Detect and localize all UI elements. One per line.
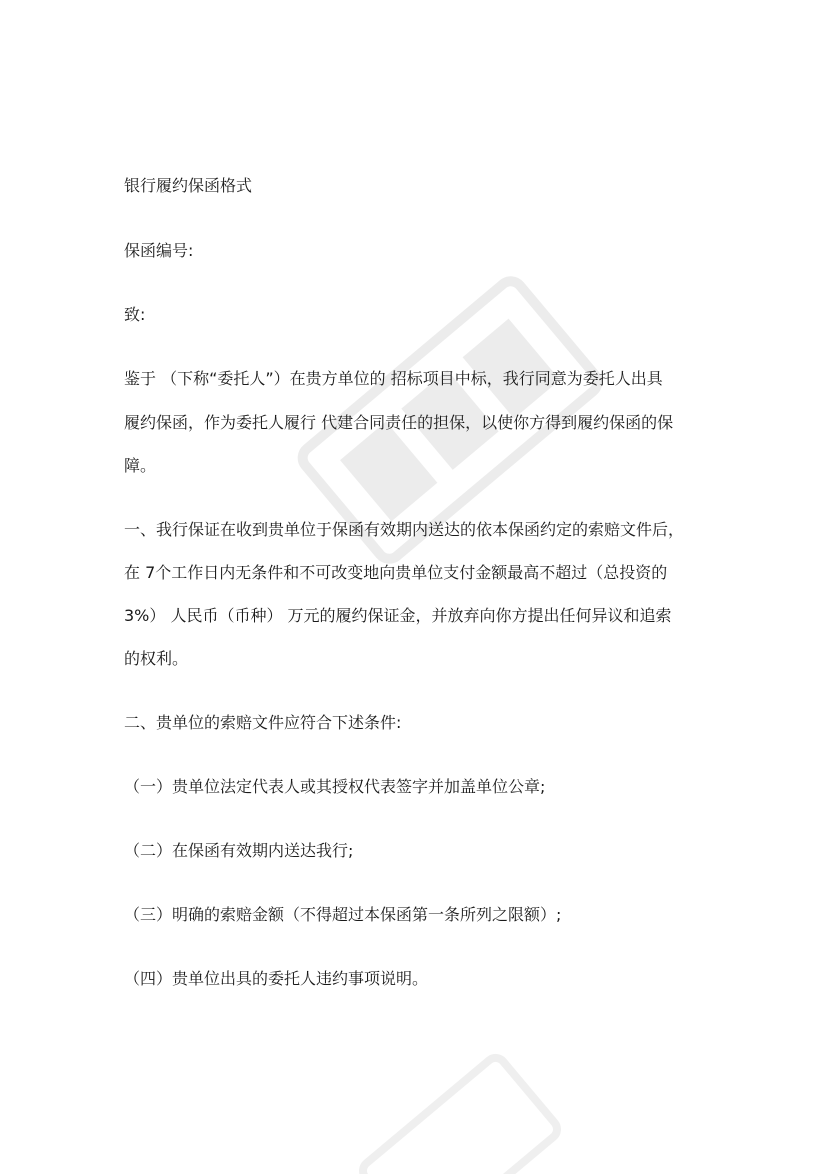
- clause-1-line-4: 的权利。: [124, 649, 189, 668]
- condition-4: （四）贵单位出具的委托人违约事项说明。: [124, 969, 429, 988]
- clause-1-line-1: 一、我行保证在收到贵单位于保函有效期内送达的依本保函约定的索赔文件后，: [124, 520, 685, 539]
- paragraph-1-line-3: 障。: [124, 456, 157, 475]
- paragraph-1-line-2: 履约保函，作为委托人履行 代建合同责任的担保，以使你方得到履约保函的保: [124, 413, 674, 432]
- guarantee-number-label: 保函编号:: [124, 241, 194, 260]
- condition-1: （一）贵单位法定代表人或其授权代表签字并加盖单位公章;: [124, 777, 546, 796]
- clause-1-line-3: 3%） 人民币（币种） 万元的履约保证金，并放弃向你方提出任何异议和追索: [124, 606, 672, 625]
- clause-1-line-2: 在 7个工作日内无条件和不可改变地向贵单位支付金额最高不超过（总投资的: [124, 563, 668, 582]
- addressee-label: 致:: [124, 305, 146, 324]
- condition-3: （三）明确的索赔金额（不得超过本保函第一条所列之限额）;: [124, 905, 562, 924]
- clause-2-heading: 二、贵单位的索赔文件应符合下述条件:: [124, 713, 402, 732]
- paragraph-1-line-1: 鉴于 （下称“委托人”）在贵方单位的 招标项目中标，我行同意为委托人出具: [124, 369, 663, 388]
- document-title: 银行履约保函格式: [124, 176, 253, 195]
- condition-2: （二）在保函有效期内送达我行;: [124, 841, 354, 860]
- watermark-logo-bottom: [345, 1040, 575, 1174]
